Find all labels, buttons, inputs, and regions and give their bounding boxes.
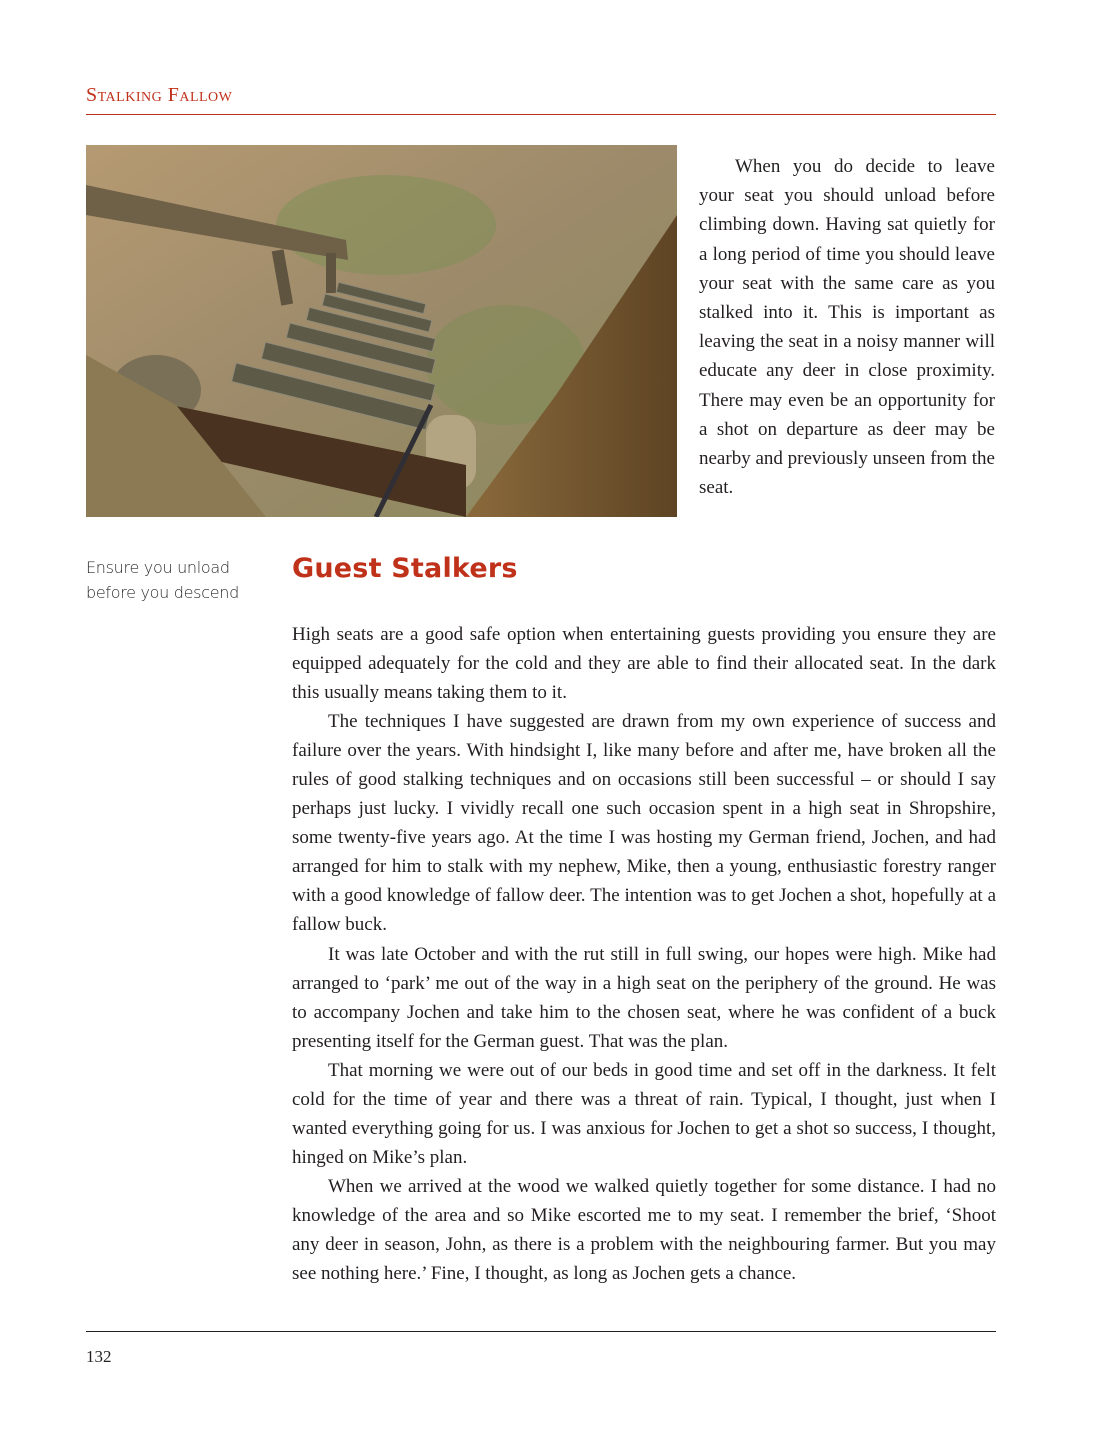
photo-image (86, 145, 677, 517)
running-head: Stalking Fallow (86, 84, 233, 106)
side-paragraph: When you do decide to leave your seat you should unload before climbing down. Having sat quietly for a long period of time you should leave your seat with the same care as you stalked into it. This is important as leaving the seat in a noisy manner will educate any deer in close proximity. There may even be an opportunity for a shot on departure as deer may be nearby and previously unseen from the seat. (699, 156, 995, 499)
paragraph: That morning we were out of our beds in good time and set off in the darkness. It felt cold for the time of year and there was a threat of rain. Typical, I thought, just when I wanted everything going for us. I was anxious for Jochen to get a shot so success, I thought, hinged on Mike’s plan. (292, 1059, 996, 1168)
footer-rule (86, 1331, 996, 1332)
header-rule (86, 114, 996, 115)
paragraph: The techniques I have suggested are drawn from my own experience of success and failure over the years. With hindsight I, like many before and after me, have broken all the rules of good stalking techniques and on occasions still been successful – or should I say perhaps just lucky. I vividly recall one such occasion spent in a high seat in Shropshire, some twenty-five years ago. At the time I was hosting my German friend, Jochen, and had arranged for him to stalk with my nephew, Mike, then a young, enthusiastic forestry ranger with a good knowledge of fallow deer. The intention was to get Jochen a shot, hopefully at a fallow buck. (292, 711, 996, 936)
caption-line-1: Ensure you unload (86, 558, 230, 577)
caption-line-2: before you descend (86, 583, 239, 602)
paragraph: It was late October and with the rut still in full swing, our hopes were high. Mike had arranged to ‘park’ me out of the way in a high seat on the periphery of the ground. He was to accompany Jochen and take him to the chosen seat, where he was confident of a buck presenting itself for the German guest. That was the plan. (292, 943, 996, 1052)
photo-caption (86, 555, 266, 605)
paragraph: High seats are a good safe option when entertaining guests providing you ensure they are equipped adequately for the cold and they are able to find their allocated seat. In the dark this usually means taking them to it. (292, 624, 996, 704)
paragraph: When we arrived at the wood we walked quietly together for some distance. I had no knowledge of the area and so Mike escorted me to my seat. I remember the brief, ‘Shoot any deer in season, John, as there is a problem with the neighbouring farmer. But you may see nothing here.’ Fine, I thought, as long as Jochen gets a chance. (292, 1175, 996, 1285)
ladder-photo (86, 145, 677, 517)
section-title: Guest Stalkers (292, 553, 518, 584)
body-text (292, 620, 996, 1288)
page-number: 132 (86, 1347, 112, 1366)
